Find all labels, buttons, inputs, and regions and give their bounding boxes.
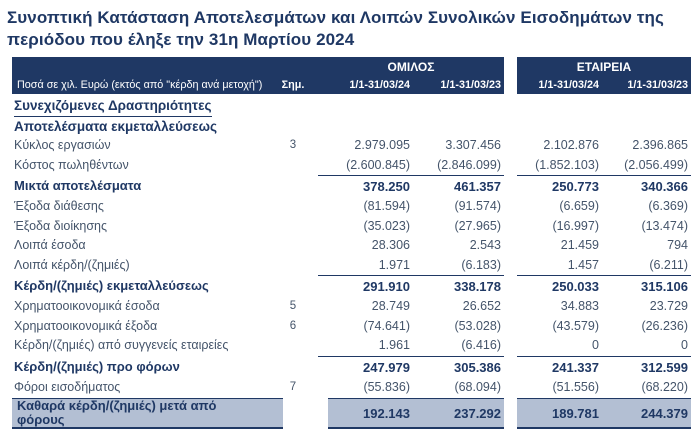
table-header: [12, 57, 691, 94]
row-label: Κέρδη/(ζημιές) προ φόρων: [14, 358, 180, 374]
table-row-net-profit-after-tax: [12, 398, 691, 429]
page-title: Συνοπτική Κατάσταση Αποτελεσμάτων και Λοιπών Συνολικών Εισοδημάτων της περιόδου που έληξε την 31η Μαρτίου 2024: [7, 8, 664, 49]
table-row-operating-profit: [12, 275, 691, 297]
note-ref: [268, 275, 318, 297]
value-cell: (26.236): [641, 318, 688, 333]
column-gap: [504, 217, 517, 237]
value-cell: 250.033: [517, 275, 602, 297]
value-cell: 794: [667, 238, 688, 252]
table-row-finance-income: [12, 297, 691, 317]
note-column-header: Σημ.: [281, 79, 305, 91]
note-ref: [268, 356, 318, 378]
value-cell: 1.961: [378, 338, 410, 352]
row-label: Κέρδη/(ζημιές) εκμεταλλεύσεως: [14, 278, 209, 293]
column-gap: [504, 297, 517, 317]
value-cell: (6.416): [461, 338, 501, 352]
value-cell: 28.306: [371, 238, 410, 252]
header-block-group: [12, 57, 504, 94]
header-block-company: [517, 57, 691, 94]
value-cell: (2.846.099): [437, 157, 501, 172]
header-gap: [504, 57, 517, 94]
column-gap: [504, 356, 517, 378]
value-cell: (91.574): [454, 199, 501, 213]
value-cell: 34.883: [560, 299, 599, 313]
value-cell: 338.178: [413, 275, 504, 297]
table-row-other-income: [12, 236, 691, 256]
table-row-administrative-expenses: [12, 217, 691, 237]
table-row-profit-before-tax: [12, 356, 691, 378]
value-cell: (2.600.845): [346, 157, 410, 172]
table-row-gross-profit: [12, 175, 691, 197]
row-label: Καθαρά κέρδη/(ζημιές) μετά από φόρους: [12, 398, 283, 429]
period-header-omilos-2024: 1/1-31/03/24: [349, 79, 410, 91]
value-cell: 1.971: [378, 257, 410, 272]
note-ref: [268, 197, 318, 217]
row-label: Μικτά αποτελέσματα: [14, 178, 142, 193]
value-cell: 2.396.865: [632, 138, 688, 152]
column-gap: [504, 256, 517, 276]
value-cell: (6.369): [648, 199, 688, 213]
row-label: Φόροι εισοδήματος: [14, 379, 121, 394]
row-label: Χρηματοοικονομικά έξοδα: [14, 318, 158, 333]
row-label: Χρηματοοικονομικά έσοδα: [14, 299, 160, 313]
column-gap: [504, 275, 517, 297]
note-ref: 6: [289, 319, 297, 332]
note-ref: [268, 256, 318, 276]
column-gap: [504, 336, 517, 356]
column-gap: [504, 236, 517, 256]
value-cell: (6.211): [649, 257, 688, 272]
value-cell: 1.457: [567, 257, 599, 272]
period-header-omilos-2023: 1/1-31/03/23: [440, 79, 501, 91]
note-ref: 3: [289, 139, 297, 151]
value-cell: 340.366: [602, 175, 691, 197]
row-label: Κέρδη/(ζημιές) από συγγενείς εταιρείες: [14, 338, 229, 352]
group-header-omilos-row: [12, 57, 504, 76]
value-cell: (6.659): [559, 199, 599, 213]
table-row-revenue: [12, 136, 691, 156]
value-cell: 2.543: [469, 238, 501, 252]
value-cell: 28.749: [371, 299, 410, 313]
value-cell: 0: [592, 338, 599, 352]
value-cell: 2.979.095: [354, 138, 410, 152]
column-gap: [504, 136, 517, 156]
note-ref: [268, 217, 318, 237]
column-gap: [504, 317, 517, 337]
value-cell: 189.781: [552, 405, 599, 421]
value-cell: 23.729: [649, 299, 688, 313]
value-cell: (55.836): [363, 379, 410, 394]
value-cell: (1.852.103): [535, 157, 599, 172]
value-cell: (81.594): [363, 199, 410, 213]
value-cell: 315.106: [602, 275, 691, 297]
period-header-etaireia-2023: 1/1-31/03/23: [627, 79, 688, 91]
section-heading-continuing-activities: Συνεχιζόμενες Δραστηριότητες: [14, 97, 700, 115]
column-gap: [504, 156, 517, 176]
note-ref: [268, 156, 318, 176]
value-cell: 3.307.456: [445, 138, 501, 152]
group-header-etaireia: ΕΤΑΙΡΕΙΑ: [576, 59, 632, 74]
row-label: Κόστος πωληθέντων: [14, 157, 129, 172]
column-gap: [504, 398, 517, 429]
table-row-cost-of-sales: [12, 156, 691, 176]
value-cell: 192.143: [363, 405, 410, 421]
highlight-block-etaireia: [517, 398, 691, 429]
value-cell: 378.250: [318, 175, 413, 197]
table-row-income-tax: [12, 378, 691, 398]
note-ref: 7: [289, 380, 297, 393]
value-cell: 291.910: [318, 275, 413, 297]
value-cell: (53.028): [454, 318, 501, 333]
highlight-block-omilos: [328, 398, 504, 429]
table-row-associates: [12, 336, 691, 356]
value-cell: (68.094): [454, 379, 501, 394]
note-ref: [268, 336, 318, 356]
row-label: Λοιπά έσοδα: [14, 238, 86, 252]
column-header-row-left: [12, 76, 504, 94]
section-heading-operating-results: Αποτελέσματα εκμεταλλεύσεως: [14, 119, 218, 134]
value-cell: (13.474): [641, 218, 688, 233]
value-cell: (51.556): [552, 379, 599, 394]
value-cell: 244.379: [641, 405, 688, 421]
value-cell: 0: [681, 338, 688, 352]
value-cell: 461.357: [413, 175, 504, 197]
amounts-unit-note: Ποσά σε χιλ. Ευρώ (εκτός από "κέρδη ανά μετοχή"): [17, 79, 263, 91]
value-cell: (27.965): [454, 218, 501, 233]
column-gap: [504, 175, 517, 197]
row-label: Κύκλος εργασιών: [14, 138, 111, 152]
row-label: Έξοδα διοίκησης: [14, 218, 108, 233]
value-cell: (35.023): [363, 218, 410, 233]
value-cell: (6.183): [461, 257, 501, 272]
table-row-finance-costs: [12, 317, 691, 337]
group-header-etaireia-row: [517, 57, 691, 76]
column-gap: [504, 197, 517, 217]
column-gap: [283, 398, 328, 429]
value-cell: 241.337: [517, 356, 602, 378]
row-label: Λοιπά κέρδη/(ζημιές): [14, 257, 130, 272]
table-row-distribution-expenses: [12, 197, 691, 217]
financial-statement-page: [0, 7, 700, 429]
note-ref: [268, 236, 318, 256]
note-ref: [268, 175, 318, 197]
period-header-etaireia-2024: 1/1-31/03/24: [538, 79, 599, 91]
note-ref: 5: [289, 300, 297, 312]
value-cell: (43.579): [552, 318, 599, 333]
value-cell: 312.599: [602, 356, 691, 378]
value-cell: 247.979: [318, 356, 413, 378]
row-label: Έξοδα διάθεσης: [14, 199, 104, 213]
value-cell: 2.102.876: [543, 138, 599, 152]
group-header-omilos: ΟΜΙΛΟΣ: [387, 59, 435, 74]
value-cell: (16.997): [552, 218, 599, 233]
value-cell: 21.459: [560, 238, 599, 252]
value-cell: (74.641): [363, 318, 410, 333]
value-cell: (2.056.499): [624, 157, 688, 172]
value-cell: 237.292: [454, 405, 501, 421]
column-gap: [504, 378, 517, 398]
value-cell: 305.386: [413, 356, 504, 378]
table-row-other-gains-losses: [12, 256, 691, 276]
value-cell: 26.652: [462, 299, 501, 313]
value-cell: (68.220): [641, 379, 688, 394]
column-header-row-right: [517, 76, 691, 94]
value-cell: 250.773: [517, 175, 602, 197]
